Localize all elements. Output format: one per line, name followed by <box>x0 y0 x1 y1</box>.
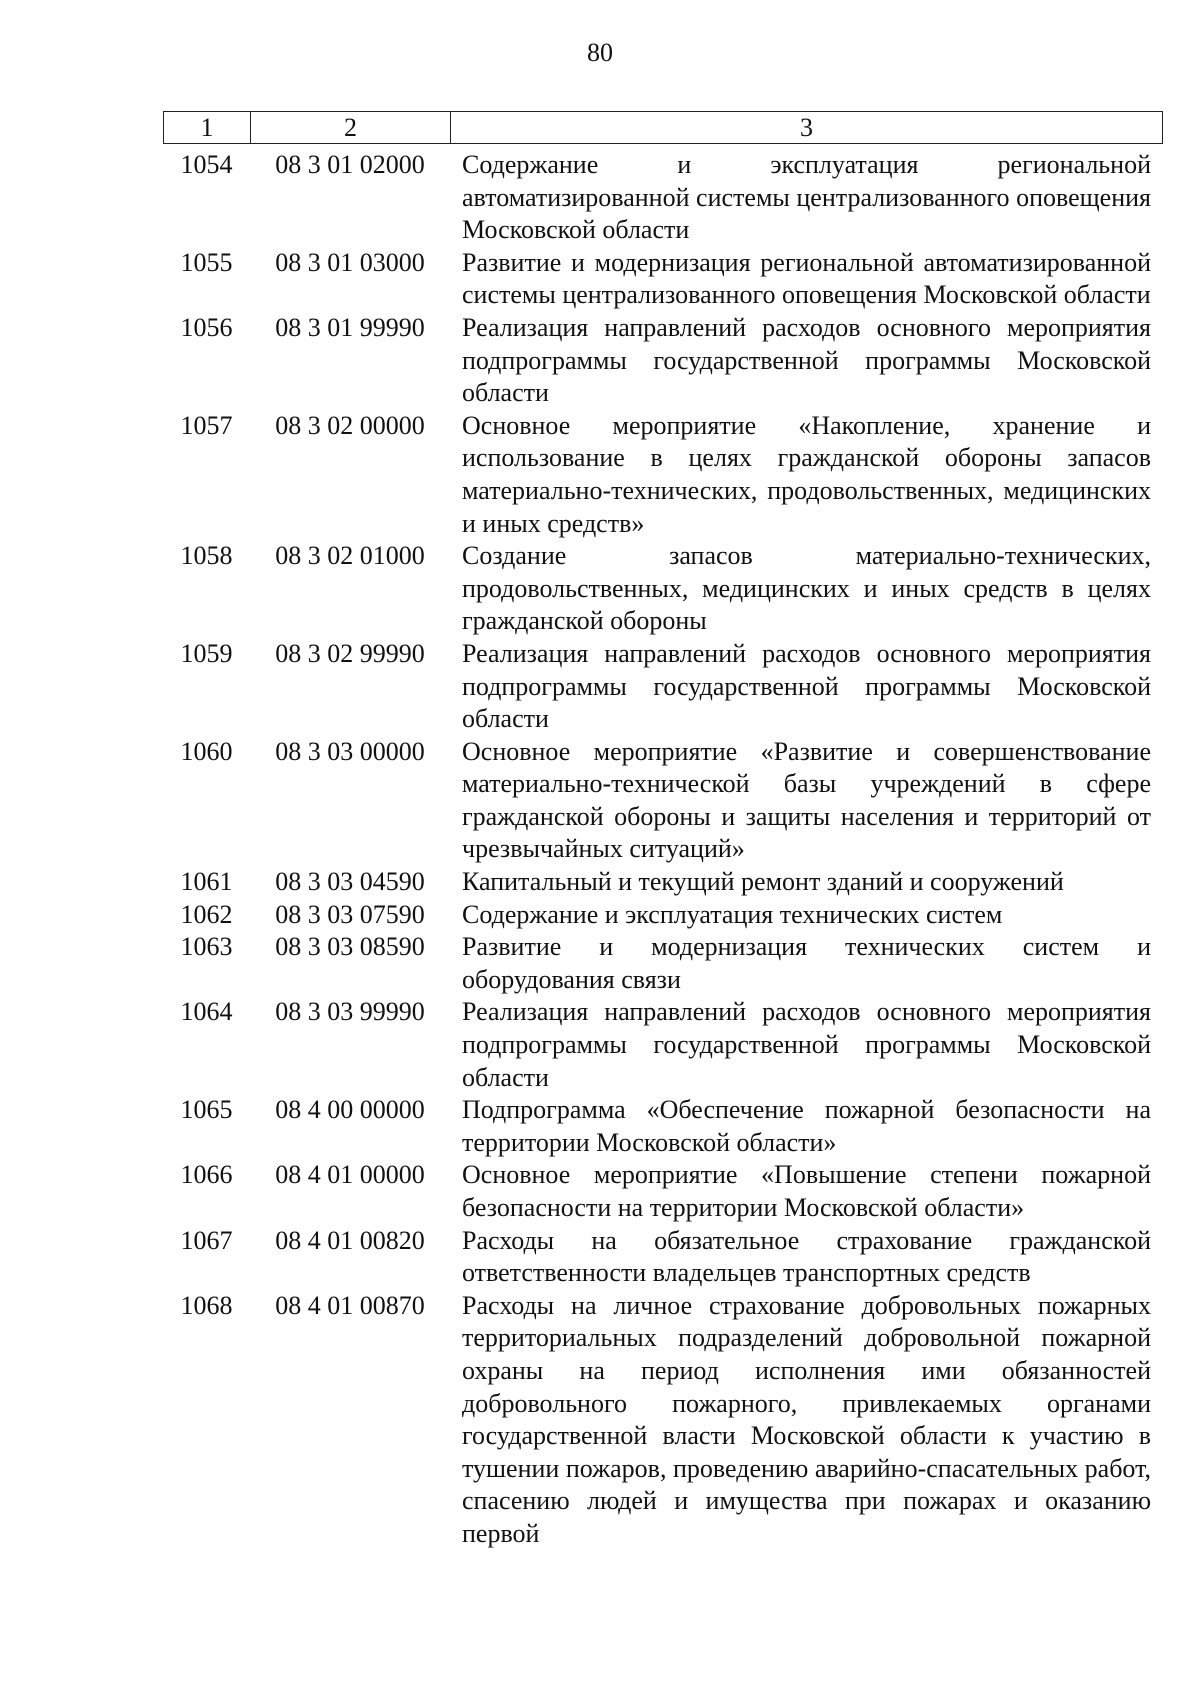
table-row <box>163 247 1163 312</box>
row-code: 08 4 01 00820 <box>275 1225 425 1255</box>
table-row <box>163 931 1163 996</box>
row-code: 08 3 02 00000 <box>275 410 425 440</box>
table-row <box>163 1290 1163 1551</box>
table-row <box>163 899 1163 932</box>
row-description: Развитие и модернизация региональной автоматизированной системы централизованного оповещения Московской области <box>462 247 1151 310</box>
row-description: Содержание и эксплуатация региональной автоматизированной системы централизованного оповещения Московской области <box>462 150 1151 245</box>
row-description: Расходы на обязательное страхование гражданской ответственности владельцев транспортных средств <box>462 1225 1151 1288</box>
row-number: 1068 <box>180 1290 233 1320</box>
table-row <box>163 540 1163 638</box>
table-row <box>163 638 1163 736</box>
row-code: 08 3 02 99990 <box>275 638 425 668</box>
row-code: 08 4 01 00000 <box>275 1160 425 1190</box>
row-code: 08 3 01 02000 <box>275 150 425 179</box>
row-description: Расходы на личное страхование добровольных пожарных территориальных подразделений добровольной пожарной охраны на период исполнения ими обязанностей добровольного пожарного, привлекаемых органами государственной власти Московской области к участию в тушении пожаров, проведению аварийно-спасательных работ, спасению людей и имущества при пожарах и оказанию первой <box>462 1290 1151 1548</box>
row-description: Развитие и модернизация технических систем и оборудования связи <box>462 932 1151 994</box>
table-row <box>163 866 1163 899</box>
table-header <box>163 111 1163 144</box>
header-col-3: 3 <box>800 112 813 142</box>
row-number: 1065 <box>180 1095 233 1125</box>
row-code: 08 4 01 00870 <box>275 1290 425 1320</box>
table-row <box>163 312 1163 410</box>
row-number: 1059 <box>180 638 233 668</box>
row-code: 08 3 03 04590 <box>275 867 425 897</box>
row-description: Реализация направлений расходов основного мероприятия подпрограммы государственной программы Московской области <box>462 638 1151 734</box>
row-code: 08 3 01 99990 <box>275 312 425 342</box>
table-row <box>163 149 1163 247</box>
row-code: 08 3 03 07590 <box>275 899 425 929</box>
row-number: 1064 <box>180 997 233 1027</box>
row-number: 1057 <box>180 410 233 440</box>
row-number: 1054 <box>180 150 233 179</box>
row-description: Создание запасов материально-технических, продовольственных, медицинских и иных средств в целях гражданской обороны <box>462 541 1151 636</box>
row-number: 1060 <box>180 736 233 766</box>
row-number: 1062 <box>180 899 233 929</box>
header-col-2: 2 <box>251 112 451 143</box>
table-row <box>163 410 1163 540</box>
table-row <box>163 1225 1163 1290</box>
table-row <box>163 1094 1163 1159</box>
row-number: 1056 <box>180 312 233 342</box>
row-number: 1061 <box>180 867 233 897</box>
row-code: 08 3 03 99990 <box>275 997 425 1027</box>
table-row <box>163 1159 1163 1224</box>
row-code: 08 4 00 00000 <box>275 1095 425 1125</box>
row-description: Капитальный и текущий ремонт зданий и сооружений <box>462 867 1064 897</box>
row-description: Основное мероприятие «Накопление, хранение и использование в целях гражданской обороны запасов материально-технических, продовольственных, медицинских и иных средств» <box>462 410 1151 538</box>
row-code: 08 3 03 00000 <box>275 736 425 766</box>
row-code: 08 3 02 01000 <box>275 541 425 571</box>
table-body <box>163 149 1163 1551</box>
table-row <box>163 996 1163 1094</box>
row-number: 1058 <box>180 541 233 571</box>
row-description: Подпрограмма «Обеспечение пожарной безопасности на территории Московской области» <box>462 1095 1151 1157</box>
row-description: Основное мероприятие «Развитие и совершенствование материально-технической базы учреждений в сфере гражданской обороны и защиты населения и территорий от чрезвычайных ситуаций» <box>462 736 1151 864</box>
row-number: 1055 <box>180 247 233 277</box>
row-code: 08 3 03 08590 <box>275 932 425 962</box>
table-row <box>163 736 1163 866</box>
row-number: 1067 <box>180 1225 233 1255</box>
header-col-1: 1 <box>164 112 251 143</box>
row-number: 1063 <box>180 932 233 962</box>
row-description: Реализация направлений расходов основного мероприятия подпрограммы государственной программы Московской области <box>462 312 1151 408</box>
row-number: 1066 <box>180 1160 233 1190</box>
row-description: Содержание и эксплуатация технических систем <box>462 899 1003 929</box>
row-description: Реализация направлений расходов основного мероприятия подпрограммы государственной программы Московской области <box>462 997 1151 1092</box>
row-description: Основное мероприятие «Повышение степени пожарной безопасности на территории Московской области» <box>462 1160 1151 1222</box>
row-code: 08 3 01 03000 <box>275 247 425 277</box>
page-number: 80 <box>587 38 613 67</box>
